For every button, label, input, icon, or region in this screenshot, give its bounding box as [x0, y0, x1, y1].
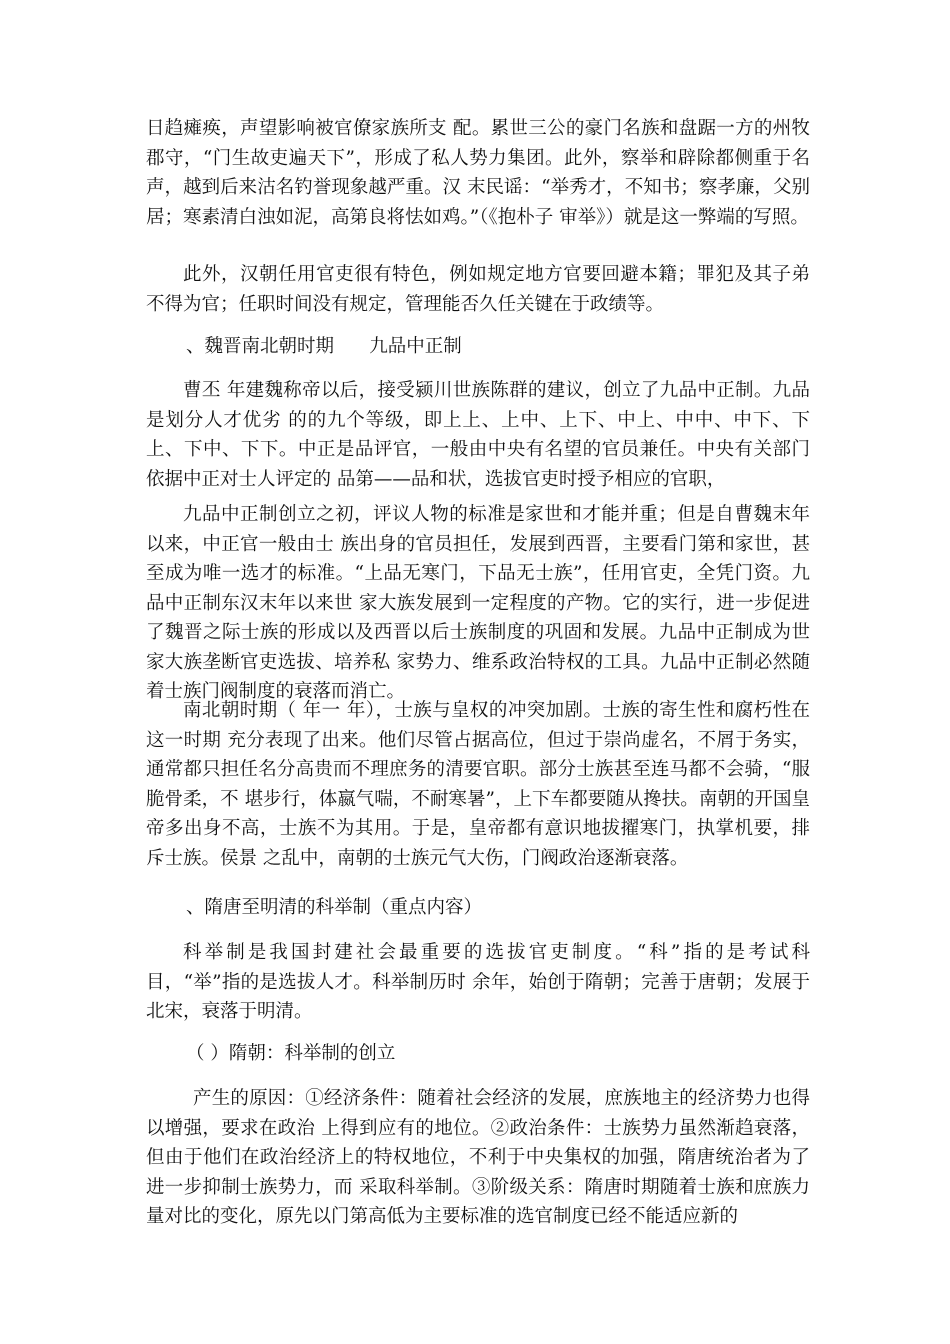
- section-heading-imperial-exam: 、隋唐至明清的科举制（重点内容）: [186, 897, 483, 918]
- subsection-heading-sui: （ ）隋朝：科举制的创立: [186, 1043, 396, 1064]
- paragraph-imperial-exam-overview: 科举制是我国封建社会最重要的选拔官吏制度。“科”指的是考试科目，“举”指的是选拔人才。科举制历时 余年，始创于隋朝；完善于唐朝；发展于北宋，衰落于明清。: [146, 942, 810, 1022]
- paragraph-han-recommendation-abuses: 日趋瘫痪，声望影响被官僚家族所支 配。累世三公的豪门名族和盘踞一方的州牧郡守，“门生故吏遍天下”，形成了私人势力集团。此外，察举和辟除都侧重于名声，越到后来沽名钓誉现象越严重。汉 末民谣：“举秀才，不知书；察孝廉，父别居；寒素清白浊如泥，高第良将怯如鸡。”（《抱朴子 审举》）就是这一弊端的写照。: [146, 118, 810, 228]
- paragraph-han-official-appointment: 此外，汉朝任用官吏很有特色，例如规定地方官要回避本籍；罪犯及其子弟不得为官；任职时间没有规定，管理能否久任关键在于政绩等。: [146, 264, 810, 315]
- paragraph-southern-northern-dynasties: 南北朝时期（ 年一 年），士族与皇权的冲突加剧。士族的寄生性和腐朽性在这一时期 充分表现了出来。他们尽管占据高位，但过于崇尚虚名，不屑于务实，通常都只担任名分高贵而不理庶务的清要官职。部分士族甚至连马都不会骑，“服脆骨柔，不 堪步行，体嬴气喘，不耐寒暑”，上下车都要随从搀扶。南朝的开国皇帝多出身不高，士族不为其用。于是，皇帝都有意识地拔擢寒门，执掌机要，排斥士族。侯景 之乱中，南朝的士族元气大伤，门阀政治逐渐衰落。: [146, 700, 810, 869]
- paragraph-nine-rank-founding: 曹丕 年建魏称帝以后，接受颍川世族陈群的建议，创立了九品中正制。九品是划分人才优劣 的的九个等级，即上上、上中、上下、中上、中中、中下、下上、下中、下下。中正是品评官，一般由中央有名望的官员兼任。中央有关部门依据中正对士人评定的 品第——品和状，选拔官吏时授予相应的官职，: [146, 380, 810, 490]
- section-heading-wei-jin: 、魏晋南北朝时期 九品中正制: [186, 336, 462, 357]
- paragraph-exam-origin-reasons: 产生的原因：①经济条件：随着社会经济的发展，庶族地主的经济势力也得以增强，要求在政治 上得到应有的地位。②政治条件：士族势力虽然渐趋衰落，但由于他们在政治经济上的特权地位，不利于中央集权的加强，隋唐统治者为了进一步抑制士族势力，而 采取科举制。③阶级关系：隋唐时期随着士族和庶族力量对比的变化，原先以门第高低为主要标准的选官制度已经不能适应新的: [146, 1088, 810, 1227]
- paragraph-nine-rank-evolution: 九品中正制创立之初，评议人物的标准是家世和才能并重；但是自曹魏末年以来，中正官一般由士 族出身的官员担任，发展到西晋，主要看门第和家世，甚至成为唯一选才的标准。“上品无寒门，下品无士族”，任用官吏，全凭门资。九品中正制东汉末年以来世 家大族发展到一定程度的产物。它的实行，进一步促进了魏晋之际士族的形成以及西晋以后士族制度的巩固和发展。九品中正制成为世家大族垄断官吏选拔、培养私 家势力、维系政治特权的工具。九品中正制必然随着士族门阀制度的衰落而消亡。: [146, 504, 810, 702]
